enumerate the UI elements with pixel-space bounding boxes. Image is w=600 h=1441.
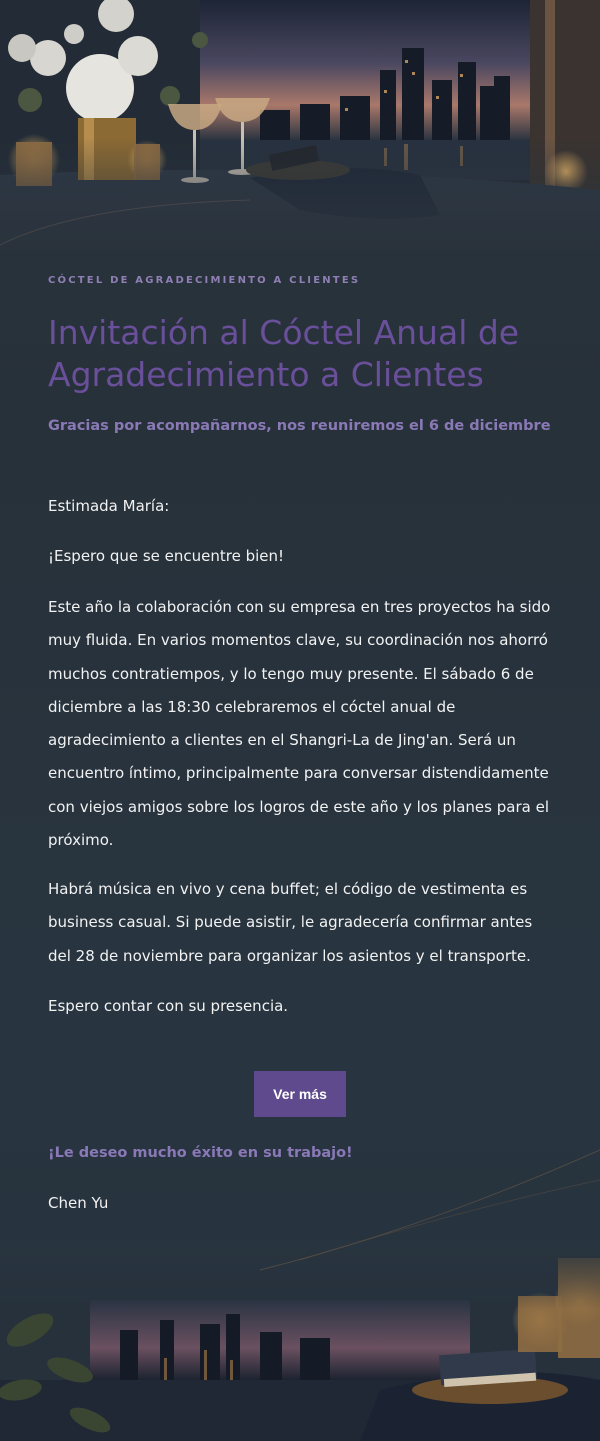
well-wishes: ¡Le deseo mucho éxito en su trabajo! [48, 1145, 353, 1161]
email-title: Invitación al Cóctel Anual de Agradecimiento a Clientes [48, 313, 520, 394]
eyebrow-label: CÓCTEL DE AGRADECIMIENTO A CLIENTES [48, 275, 361, 286]
body-paragraph: Habrá música en vivo y cena buffet; el código de vestimenta es business casual. Si puede asistir, le agradecería confirmar antes del 28 de noviembre para organizar los asientos y el transporte. [48, 880, 533, 965]
salutation: Estimada María: [48, 497, 170, 515]
decorative-swirl [0, 195, 260, 255]
opening-line: ¡Espero que se encuentre bien! [48, 547, 285, 565]
email-subtitle: Gracias por acompañarnos, nos reuniremos el 6 de diciembre [48, 418, 551, 434]
closing-line: Espero contar con su presencia. [48, 997, 289, 1015]
body-paragraph: Este año la colaboración con su empresa en tres proyectos ha sido muy fluida. En varios momentos clave, su coordinación nos ahorró muchos contratiempos, y lo tengo muy presente. El sábado 6 de diciembre a las 18:30 celebraremos el cóctel anual de agradecimiento a clientes en el Shangri-La de Jing'an. Será un encuentro íntimo, principalmente para conversar distendidamente con viejos amigos sobre los logros de este año y los planes para el próximo. [48, 598, 551, 850]
signature: Chen Yu [48, 1194, 109, 1212]
see-more-button[interactable]: Ver más [254, 1071, 346, 1117]
